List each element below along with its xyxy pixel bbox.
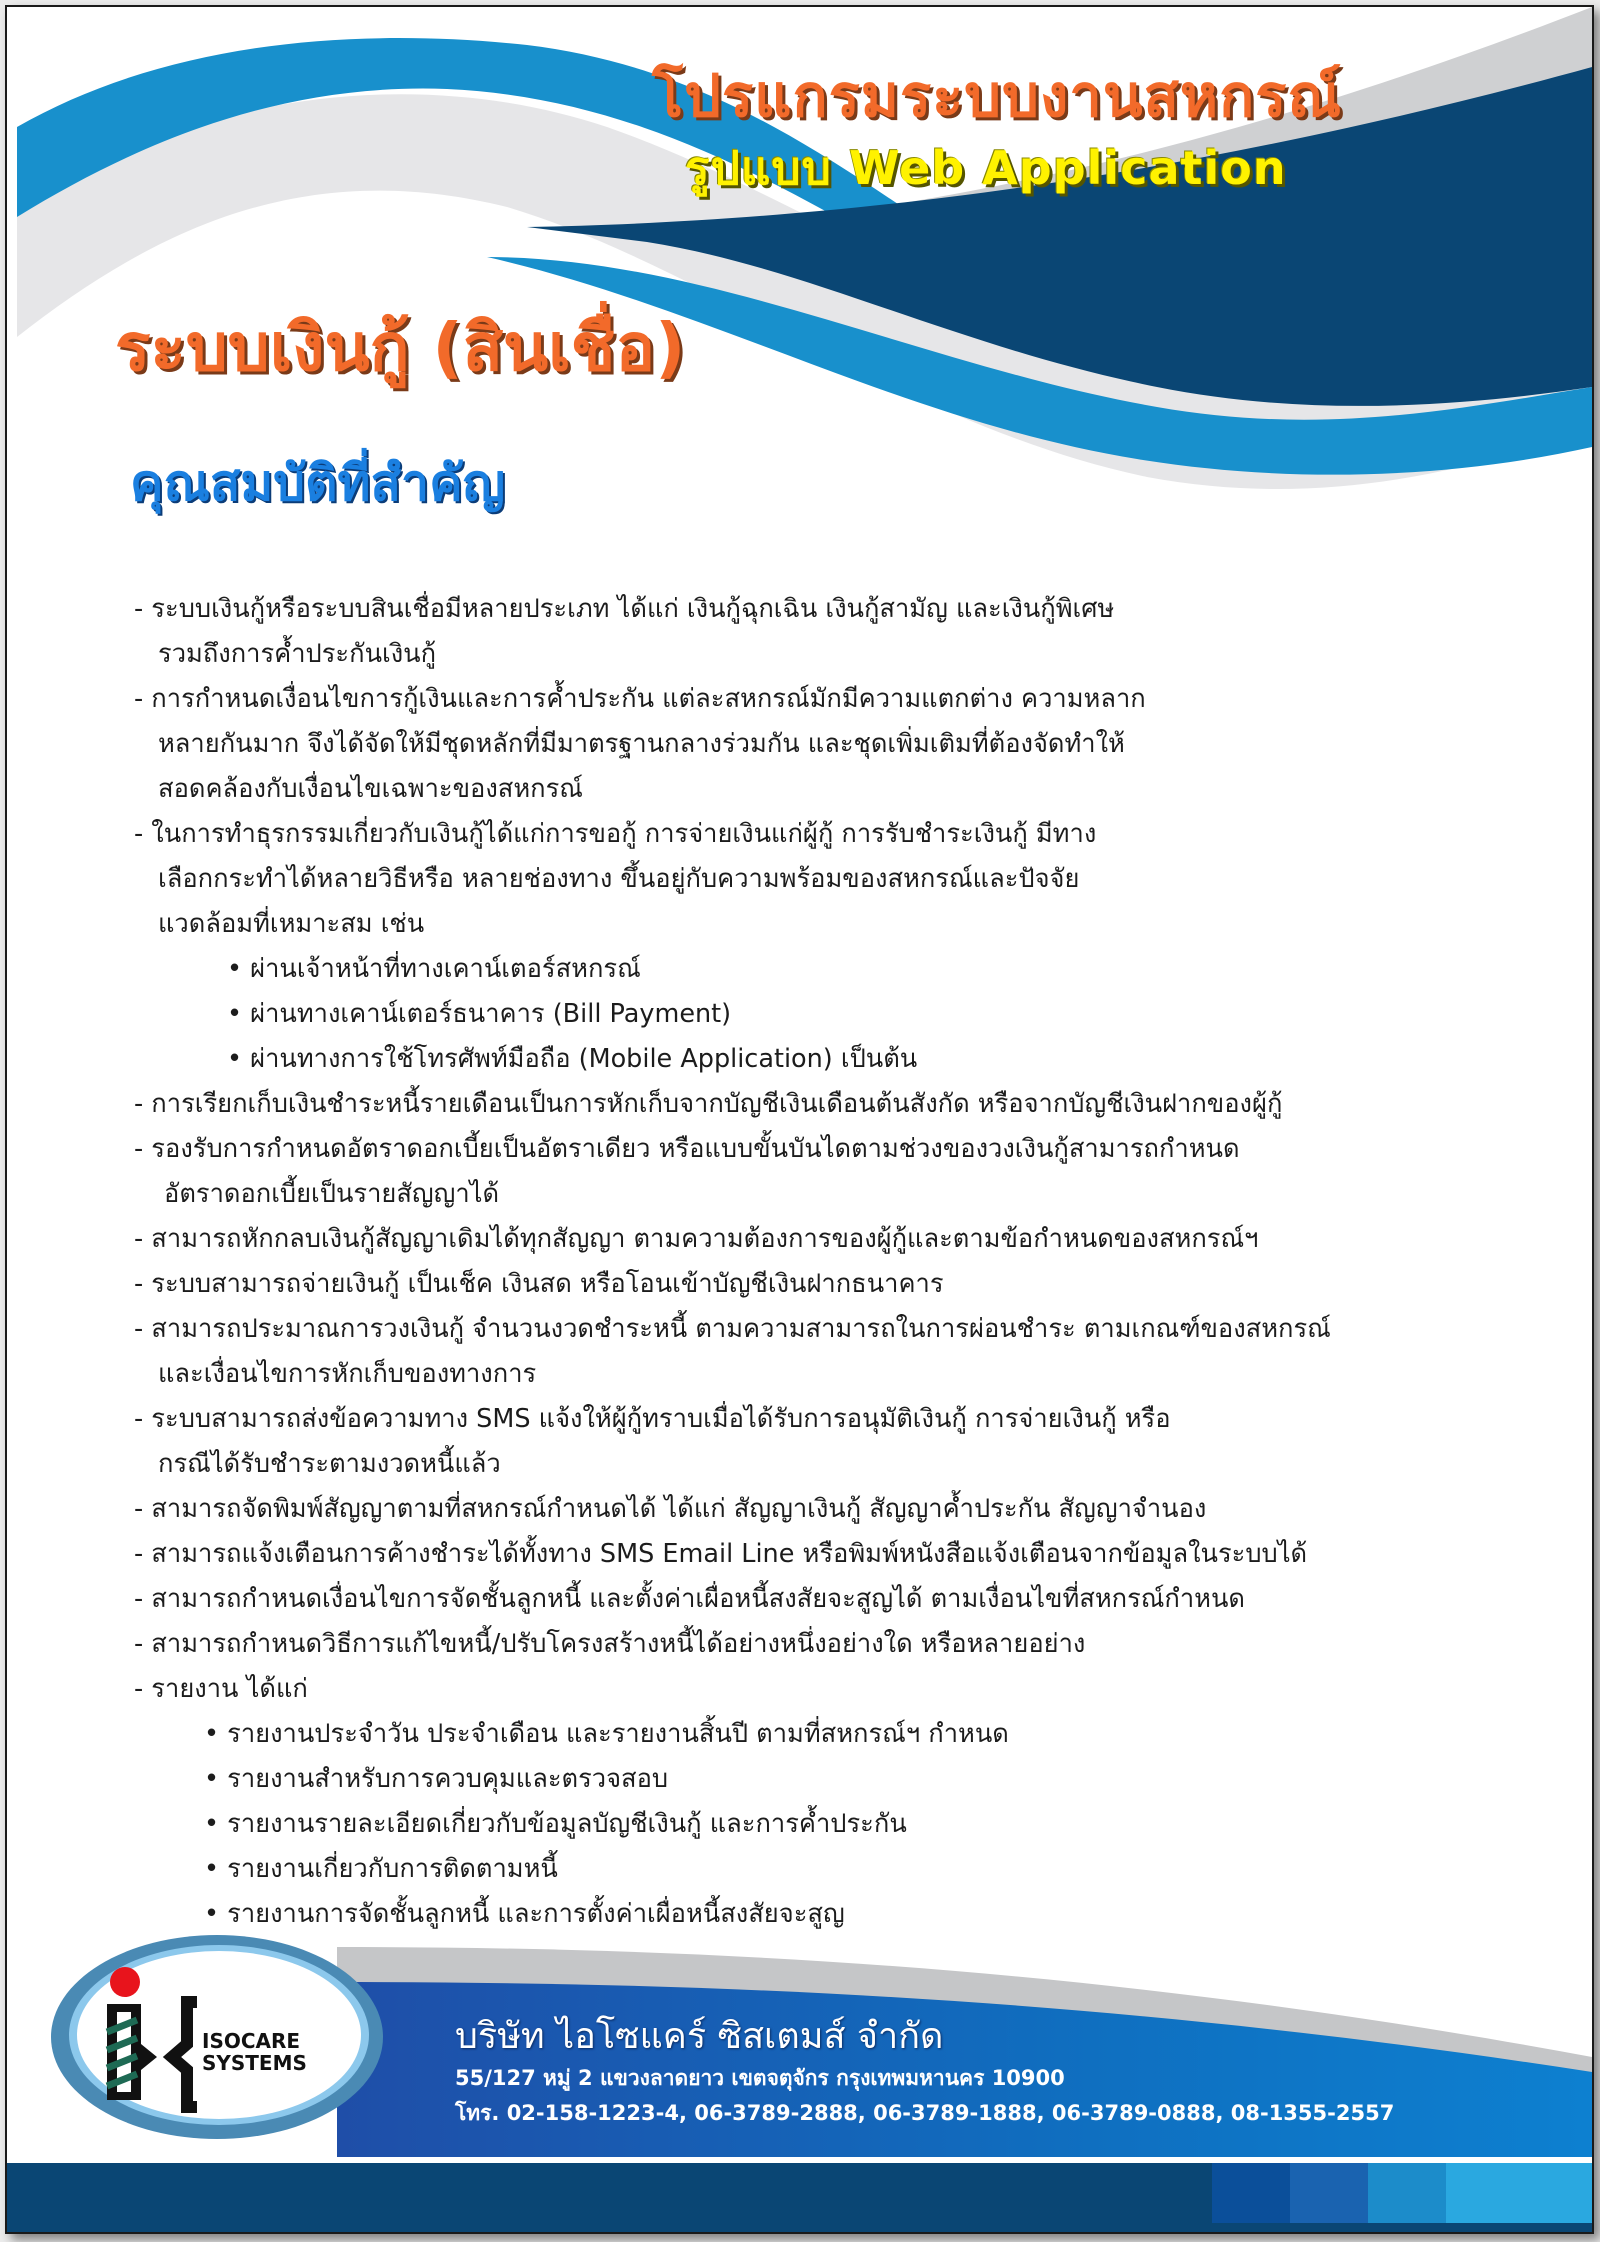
feature-item-continuation: แวดล้อมที่เหมาะสม เช่น xyxy=(158,909,425,939)
features-list xyxy=(134,587,1534,1937)
feature-item-continuation: กรณีได้รับชำระตามงวดหนี้แล้ว xyxy=(158,1449,501,1479)
feature-item: - สามารถหักกลบเงินกู้สัญญาเดิมได้ทุกสัญญา ตามความต้องการของผู้กู้และตามข้อกำหนดของสหกรณ์ฯ xyxy=(134,1224,1259,1254)
feature-item: - สามารถแจ้งเตือนการค้างชำระได้ทั้งทาง SMS Email Line หรือพิมพ์หนังสือแจ้งเตือนจากข้อมูลในระบบได้ xyxy=(134,1539,1308,1569)
feature-item-continuation: หลายกันมาก จึงได้จัดให้มีชุดหลักที่มีมาตรฐานกลางร่วมกัน และชุดเพิ่มเติมที่ต้องจัดทำให้ xyxy=(158,729,1125,759)
channel-bullet: • ผ่านทางเคาน์เตอร์ธนาคาร (Bill Payment) xyxy=(227,999,732,1029)
feature-item: - ระบบเงินกู้หรือระบบสินเชื่อมีหลายประเภท ได้แก่ เงินกู้ฉุกเฉิน เงินกู้สามัญ และเงินกู้พิเศษ xyxy=(134,594,1115,624)
logo-text-isocare: ISOCARE xyxy=(202,2029,301,2053)
company-name: บริษัท ไอโซแคร์ ซิสเตมส์ จำกัด xyxy=(455,2016,944,2057)
feature-item-continuation: อัตราดอกเบี้ยเป็นรายสัญญาได้ xyxy=(164,1179,500,1209)
brochure-page xyxy=(5,5,1594,2234)
feature-item: - สามารถประมาณการวงเงินกู้ จำนวนงวดชำระหนี้ ตามความสามารถในการผ่อนชำระ ตามเกณฑ์ของสหกรณ์ xyxy=(134,1314,1331,1344)
report-bullet: • รายงานสำหรับการควบคุมและตรวจสอบ xyxy=(204,1764,669,1794)
isocare-logo xyxy=(47,1932,387,2142)
feature-item-continuation: เลือกกระทำได้หลายวิธีหรือ หลายช่องทาง ขึ้นอยู่กับความพร้อมของสหกรณ์และปัจจัย xyxy=(158,864,1080,894)
company-address: 55/127 หมู่ 2 แขวงลาดยาว เขตจตุจักร กรุงเทพมหานคร 10900 xyxy=(455,2066,1065,2090)
feature-item: - รองรับการกำหนดอัตราดอกเบี้ยเป็นอัตราเดียว หรือแบบขั้นบันไดตามช่วงของวงเงินกู้สามารถกำหนด xyxy=(134,1134,1240,1164)
company-phone: โทร. 02-158-1223-4, 06-3789-2888, 06-3789-1888, 06-3789-0888, 08-1355-2557 xyxy=(455,2101,1395,2125)
report-bullet: • รายงานเกี่ยวกับการติดตามหนี้ xyxy=(204,1854,558,1884)
feature-item-continuation: และเงื่อนไขการหักเก็บของทางการ xyxy=(158,1359,537,1389)
channel-bullet: • ผ่านเจ้าหน้าที่ทางเคาน์เตอร์สหกรณ์ xyxy=(227,954,641,984)
program-title: โปรแกรมระบบงานสหกรณ์ xyxy=(652,62,1343,130)
feature-item: - รายงาน ได้แก่ xyxy=(134,1674,308,1704)
feature-item: - สามารถจัดพิมพ์สัญญาตามที่สหกรณ์กำหนดได้ ได้แก่ สัญญาเงินกู้ สัญญาค้ำประกัน สัญญาจำนอง xyxy=(134,1494,1207,1524)
feature-item: - ระบบสามารถจ่ายเงินกู้ เป็นเช็ค เงินสด หรือโอนเข้าบัญชีเงินฝากธนาคาร xyxy=(134,1269,944,1299)
feature-item: - การกำหนดเงื่อนไขการกู้เงินและการค้ำประกัน แต่ละสหกรณ์มักมีความแตกต่าง ความหลาก xyxy=(134,684,1146,714)
feature-item-continuation: รวมถึงการค้ำประกันเงินกู้ xyxy=(158,639,437,669)
feature-item: - ในการทำธุรกรรมเกี่ยวกับเงินกู้ได้แก่การขอกู้ การจ่ายเงินแก่ผู้กู้ การรับชำระเงินกู้ มีทาง xyxy=(134,819,1097,849)
report-bullet: • รายงานการจัดชั้นลูกหนี้ และการตั้งค่าเผื่อหนี้สงสัยจะสูญ xyxy=(204,1899,845,1929)
feature-item: - สามารถกำหนดเงื่อนไขการจัดชั้นลูกหนี้ และตั้งค่าเผื่อหนี้สงสัยจะสูญได้ ตามเงื่อนไขที่สหกรณ์กำหนด xyxy=(134,1584,1245,1614)
report-bullet: • รายงานรายละเอียดเกี่ยวกับข้อมูลบัญชีเงินกู้ และการค้ำประกัน xyxy=(204,1809,907,1839)
section-title: ระบบเงินกู้ (สินเชื่อ) xyxy=(115,309,686,386)
program-subtitle: รูปแบบ Web Application xyxy=(685,141,1287,195)
logo-red-dot-icon xyxy=(110,1967,140,1997)
channel-bullet: • ผ่านทางการใช้โทรศัพท์มือถือ (Mobile Application) เป็นต้น xyxy=(227,1044,918,1074)
features-heading: คุณสมบัติที่สำคัญ xyxy=(130,454,506,512)
feature-item: - การเรียกเก็บเงินชำระหนี้รายเดือนเป็นการหักเก็บจากบัญชีเงินเดือนต้นสังกัด หรือจากบัญชีเงินฝากของผู้กู้ xyxy=(134,1089,1283,1119)
logo-text-systems: SYSTEMS xyxy=(202,2051,307,2075)
feature-item-continuation: สอดคล้องกับเงื่อนไขเฉพาะของสหกรณ์ xyxy=(158,774,583,804)
feature-item: - สามารถกำหนดวิธีการแก้ไขหนี้/ปรับโครงสร้างหนี้ได้อย่างหนึ่งอย่างใด หรือหลายอย่าง xyxy=(134,1629,1086,1659)
report-bullet: • รายงานประจำวัน ประจำเดือน และรายงานสิ้นปี ตามที่สหกรณ์ฯ กำหนด xyxy=(204,1719,1009,1749)
feature-item: - ระบบสามารถส่งข้อความทาง SMS แจ้งให้ผู้กู้ทราบเมื่อได้รับการอนุมัติเงินกู้ การจ่ายเงินกู้ หรือ xyxy=(134,1404,1171,1434)
